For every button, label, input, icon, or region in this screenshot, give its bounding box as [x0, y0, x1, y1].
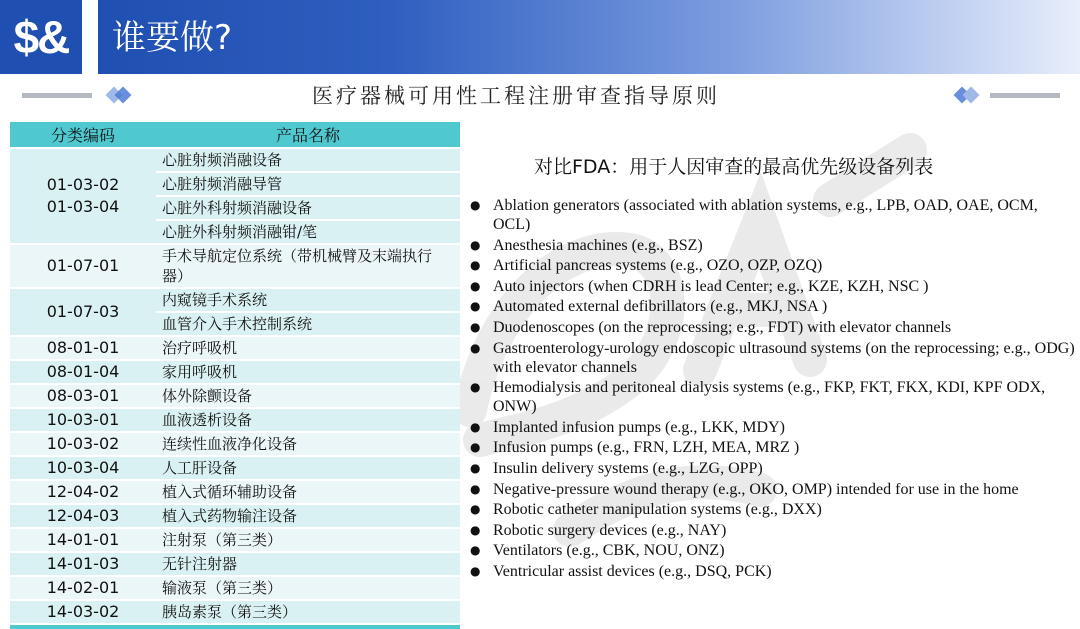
- table-row: [10, 505, 460, 529]
- classification-code: 10-03-02: [46, 434, 120, 453]
- product-name: 血液透析设备: [162, 411, 253, 429]
- product-name: 无针注射器: [162, 555, 238, 573]
- bullet-icon: ●: [470, 319, 481, 334]
- list-item: [468, 459, 1078, 478]
- product-name: 注射泵（第三类）: [162, 531, 283, 549]
- table-row: [10, 409, 460, 433]
- list-item: [468, 297, 1078, 316]
- table-row: [10, 601, 460, 625]
- table-row: [10, 337, 460, 361]
- list-item: [468, 541, 1078, 560]
- list-item: [468, 256, 1078, 275]
- classification-code-cell: [10, 529, 156, 551]
- classification-code: 14-01-01: [46, 530, 120, 549]
- list-item-text: Ablation generators (associated with ablation systems, e.g., LPB, OAD, OAE, OCM, OCL): [493, 197, 1038, 233]
- product-name: 体外除颤设备: [162, 387, 253, 405]
- classification-code: 12-04-03: [46, 506, 120, 525]
- classification-code: 12-04-02: [46, 482, 120, 501]
- list-item: [468, 236, 1078, 255]
- list-item-text: Automated external defibrillators (e.g., MKJ, NSA ): [493, 298, 828, 316]
- product-name: 人工肝设备: [162, 459, 238, 477]
- classification-code: 10-03-04: [46, 458, 120, 477]
- list-item-text: Insulin delivery systems (e.g., LZG, OPP): [493, 459, 763, 477]
- table-header: [10, 122, 460, 149]
- classification-code: 08-01-04: [46, 362, 120, 381]
- classification-code-cell: [10, 245, 156, 287]
- bullet-icon: ●: [470, 522, 481, 537]
- product-name: 手术导航定位系统（带机械臂及末端执行器）: [162, 247, 433, 285]
- list-item: [468, 480, 1078, 499]
- bullet-icon: ●: [470, 502, 481, 517]
- list-item-text: Implanted infusion pumps (e.g., LKK, MDY): [493, 418, 785, 436]
- list-item: [468, 438, 1078, 457]
- list-item: [468, 500, 1078, 519]
- list-item-text: Duodenoscopes (on the reprocessing; e.g., FDT) with elevator channels: [493, 318, 952, 336]
- classification-code: 08-01-01: [46, 338, 120, 357]
- column-header-name: 产品名称: [275, 126, 340, 145]
- classification-code: 10-03-01: [46, 410, 120, 429]
- table-row: [10, 577, 460, 601]
- product-name: 心脏射频消融设备: [162, 151, 283, 169]
- bullet-icon: ●: [470, 278, 481, 293]
- list-item-text: Hemodialysis and peritoneal dialysis systems (e.g., FKP, FKT, FKX, KDI, KPF ODX, ONW): [493, 379, 1046, 416]
- list-item-text: Ventilators (e.g., CBK, NOU, ONZ): [493, 542, 725, 560]
- list-item: [468, 318, 1078, 337]
- classification-code: 01-03-04: [46, 197, 120, 216]
- page-title: 谁要做?: [112, 18, 233, 58]
- table-row: [10, 149, 460, 245]
- list-item-text: Gastroenterology-urology endoscopic ultrasound systems (on the reprocessing; e.g., ODG) with elevator channels: [493, 339, 1075, 376]
- product-name-cell: [156, 481, 460, 503]
- classification-code-cell: [10, 409, 156, 431]
- table-row: [10, 385, 460, 409]
- bullet-icon: ●: [470, 543, 481, 558]
- product-name: 植入式药物输注设备: [162, 507, 298, 525]
- product-name: 家用呼吸机: [162, 363, 238, 381]
- decorative-line-left: [22, 93, 92, 98]
- classification-code-cell: [10, 457, 156, 479]
- product-name: 连续性血液净化设备: [162, 435, 298, 453]
- list-item: [468, 277, 1078, 296]
- list-item-text: Artificial pancreas systems (e.g., OZO, OZP, OZQ): [493, 257, 823, 275]
- table-body: [10, 149, 460, 625]
- classification-code: 14-02-01: [46, 578, 120, 597]
- product-name: 心脏外科射频消融钳/笔: [156, 219, 460, 243]
- product-name-cell: [156, 289, 460, 335]
- table-row: [10, 361, 460, 385]
- list-item-text: Anesthesia machines (e.g., BSZ): [493, 236, 703, 254]
- logo-text: $&: [13, 11, 69, 63]
- bullet-icon: ●: [470, 563, 481, 578]
- product-name: 内窥镜手术系统: [162, 291, 268, 309]
- bullet-icon: ●: [470, 340, 481, 355]
- list-item: [468, 521, 1078, 540]
- bullet-icon: ●: [470, 198, 481, 212]
- bullet-icon: ●: [470, 419, 481, 434]
- bullet-icon: ●: [470, 380, 481, 395]
- product-name: 心脏外科射频消融设备: [156, 195, 460, 219]
- product-name: 输液泵（第三类）: [162, 579, 283, 597]
- table-row: [10, 433, 460, 457]
- bullet-icon: ●: [470, 481, 481, 496]
- classification-code-cell: [10, 433, 156, 455]
- list-item: [468, 339, 1078, 377]
- product-name-cell: [156, 385, 460, 407]
- product-name-cell: [156, 245, 460, 287]
- product-name: 血管介入手术控制系统: [156, 311, 460, 335]
- list-item-text: Auto injectors (when CDRH is lead Center; e.g., KZE, KZH, NSC ): [493, 277, 929, 295]
- product-name-cell: [156, 529, 460, 551]
- table-row: [10, 553, 460, 577]
- title-bar: [98, 0, 1080, 74]
- product-name: 心脏射频消融导管: [156, 171, 460, 195]
- product-name-cell: [156, 577, 460, 599]
- classification-code: 01-07-01: [46, 256, 120, 275]
- list-item-text: Robotic surgery devices (e.g., NAY): [493, 521, 727, 539]
- product-name: 治疗呼吸机: [162, 339, 238, 357]
- product-name: 植入式循环辅助设备: [162, 483, 298, 501]
- product-name-cell: [156, 457, 460, 479]
- classification-code: 08-03-01: [46, 386, 120, 405]
- fda-heading: 对比FDA：用于人因审查的最高优先级设备列表: [534, 156, 934, 178]
- classification-code-cell: [10, 289, 156, 335]
- table-row: [10, 529, 460, 553]
- product-name: 胰岛素泵（第三类）: [162, 603, 298, 621]
- list-item-text: Ventricular assist devices (e.g., DSQ, PCK): [493, 562, 772, 580]
- product-name-cell: [156, 337, 460, 359]
- table-row: [10, 245, 460, 289]
- product-classification-table: [10, 122, 460, 629]
- list-item: [468, 562, 1078, 581]
- classification-code-cell: [10, 601, 156, 623]
- classification-code-cell: [10, 361, 156, 383]
- classification-code-cell: [10, 481, 156, 503]
- classification-code-cell: [10, 553, 156, 575]
- classification-code-cell: [10, 577, 156, 599]
- list-item-text: Robotic catheter manipulation systems (e.g., DXX): [493, 501, 822, 519]
- table-row: [10, 289, 460, 337]
- classification-code: 01-03-02: [46, 175, 120, 194]
- list-item: [468, 196, 1078, 234]
- logo: [0, 0, 82, 74]
- classification-code-cell: [10, 337, 156, 359]
- column-header-code: 分类编码: [50, 126, 115, 145]
- bullet-icon: ●: [470, 460, 481, 475]
- classification-code: 14-01-03: [46, 554, 120, 573]
- product-name-cell: [156, 433, 460, 455]
- product-name-cell: [156, 149, 460, 243]
- table-row: [10, 457, 460, 481]
- bullet-icon: ●: [470, 440, 481, 455]
- bullet-icon: ●: [470, 299, 481, 314]
- fda-device-list: [468, 196, 1078, 583]
- product-name-cell: [156, 553, 460, 575]
- table-row: [10, 481, 460, 505]
- list-item-text: Negative-pressure wound therapy (e.g., OKO, OMP) intended for use in the home: [493, 480, 1019, 498]
- classification-code-cell: [10, 505, 156, 527]
- product-name-cell: [156, 601, 460, 623]
- subtitle: 医疗器械可用性工程注册审查指导原则: [312, 84, 720, 108]
- classification-code: 01-07-03: [46, 302, 120, 321]
- product-name-cell: [156, 505, 460, 527]
- list-item-text: Infusion pumps (e.g., FRN, LZH, MEA, MRZ ): [493, 439, 800, 457]
- classification-code-cell: [10, 385, 156, 407]
- product-name-cell: [156, 409, 460, 431]
- classification-code: 14-03-02: [46, 602, 120, 621]
- classification-code-cell: [10, 149, 156, 243]
- decorative-line-right: [990, 93, 1060, 98]
- list-item: [468, 418, 1078, 437]
- product-name-cell: [156, 361, 460, 383]
- list-item: [468, 378, 1078, 416]
- table-bottom-border: [10, 625, 460, 629]
- bullet-icon: ●: [470, 237, 481, 252]
- bullet-icon: ●: [470, 258, 481, 273]
